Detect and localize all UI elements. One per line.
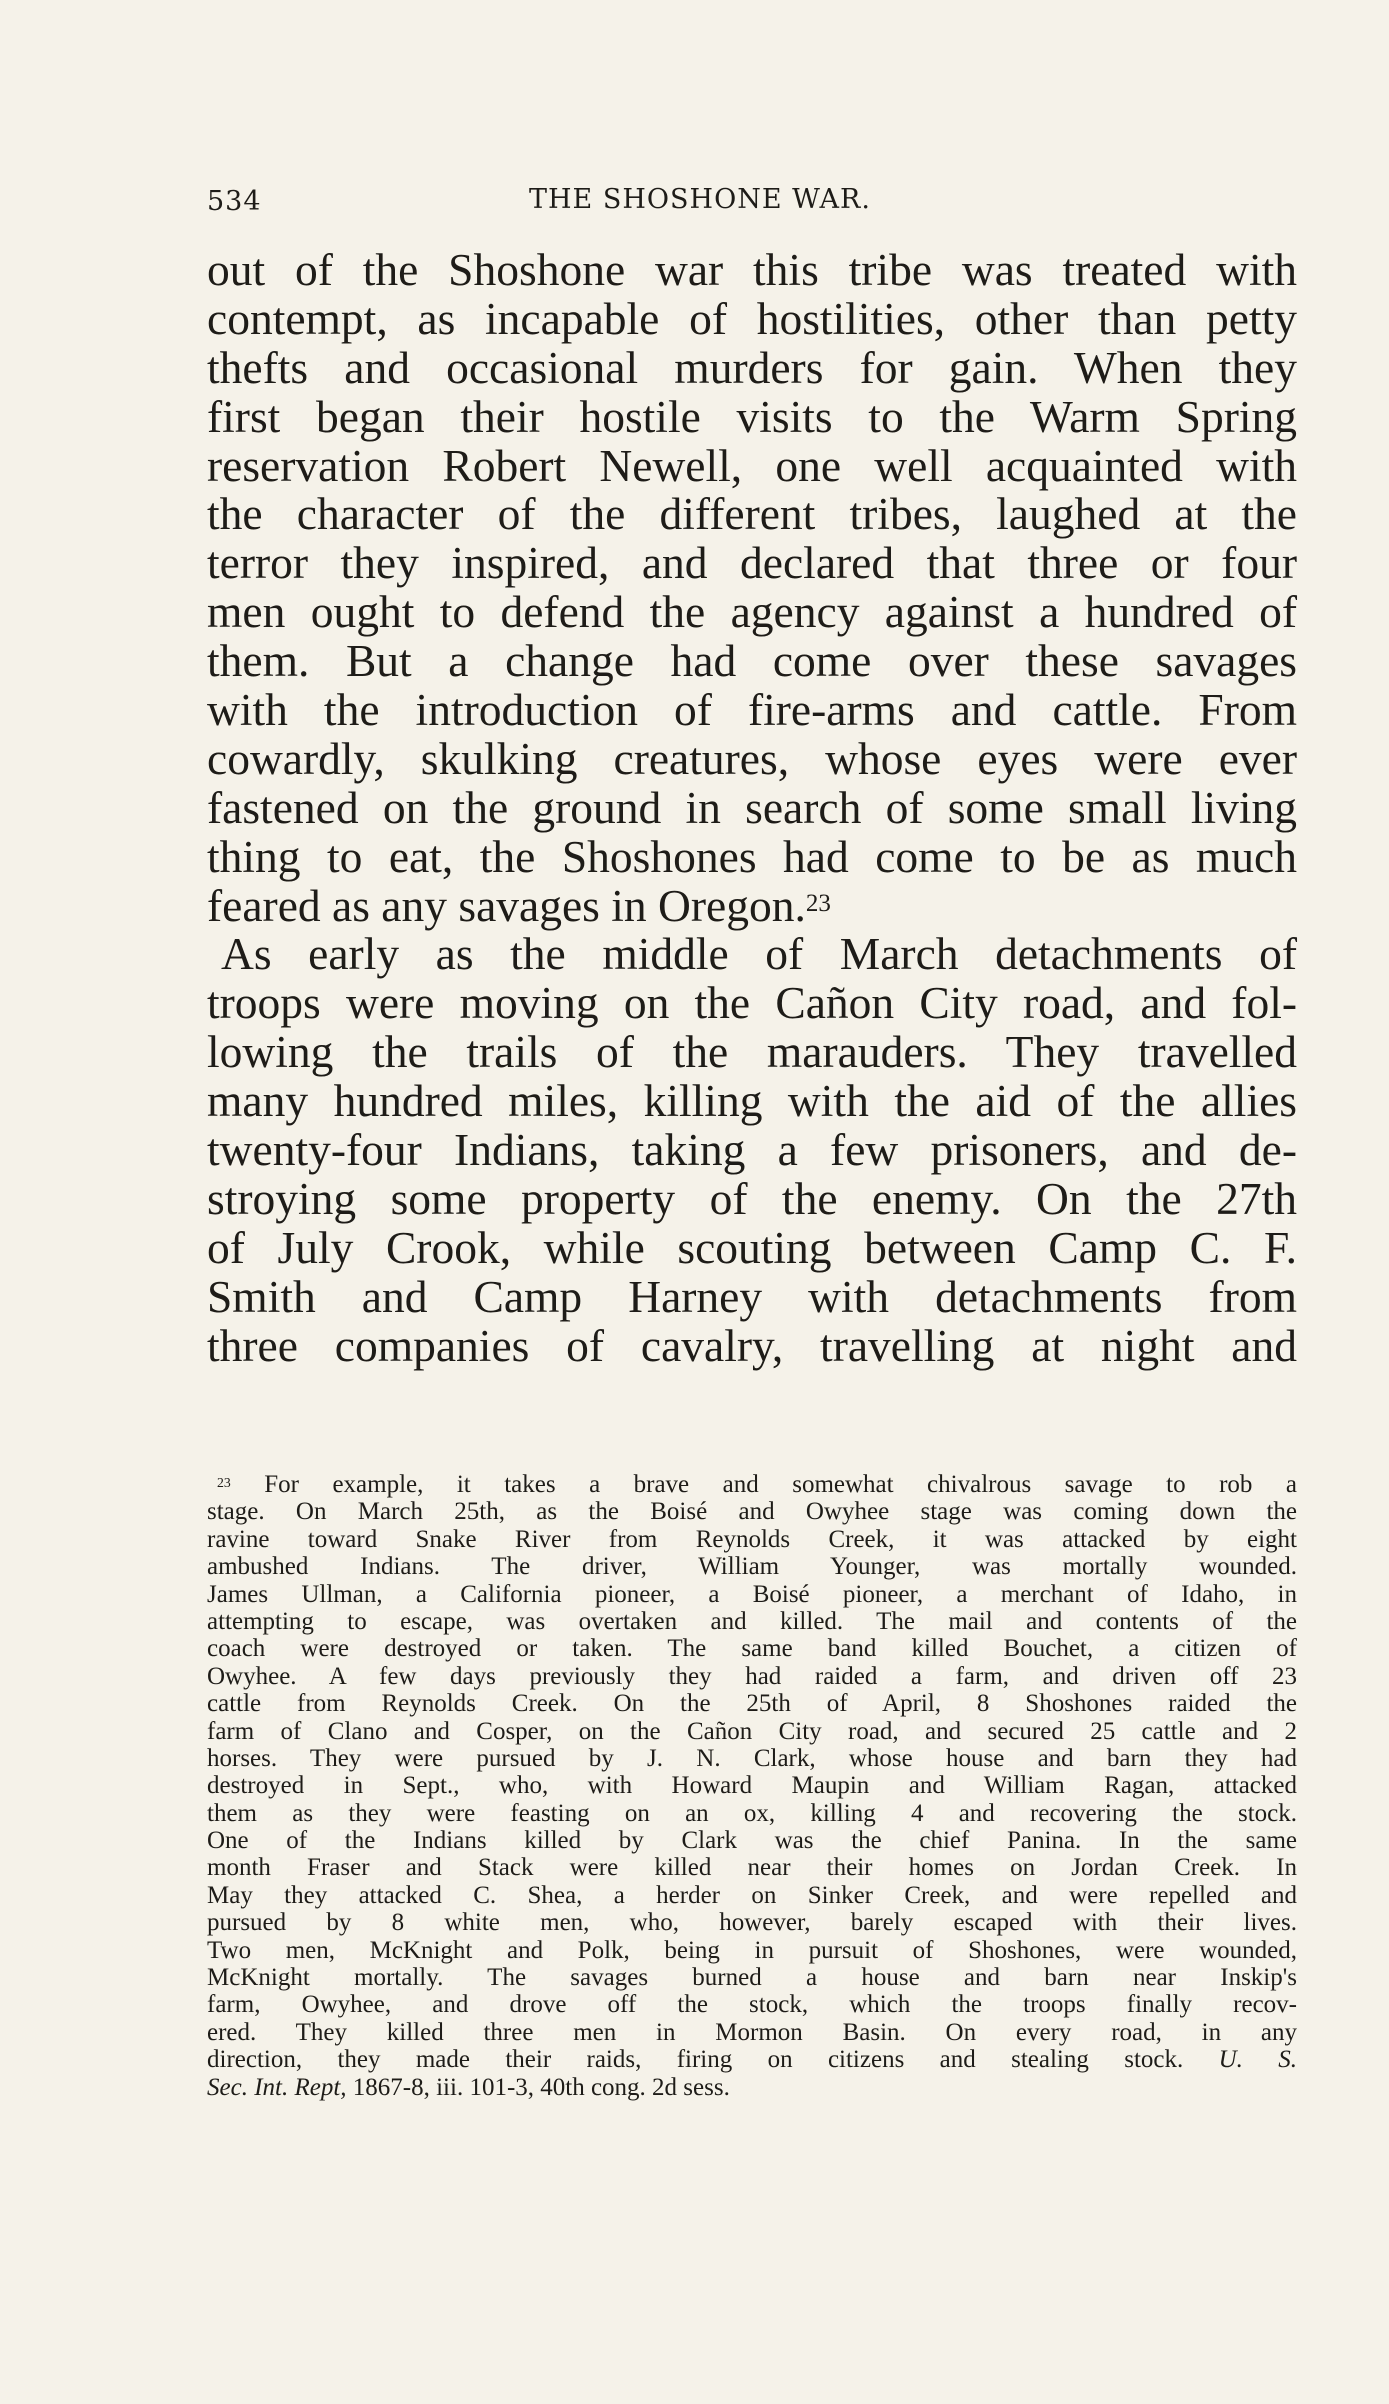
body-line: of July Crook, while scouting between Camp C. F.	[207, 1221, 1297, 1273]
citation-details: 1867-8, iii. 101-3, 40th cong. 2d sess.	[346, 2073, 730, 2101]
citation-source: U. S.	[1218, 2046, 1297, 2074]
body-line: cowardly, skulking creatures, whose eyes were ever	[207, 732, 1297, 784]
footnote-line: ravine toward Snake River from Reynolds Creek, it was attacked by eight	[207, 1525, 1297, 1553]
body-line: twenty-four Indians, taking a few prisoners, and de-	[207, 1124, 1297, 1176]
body-line: lowing the trails of the marauders. They travelled	[207, 1026, 1297, 1078]
footnote-line: stage. On March 25th, as the Boisé and Owyhee stage was coming down the	[207, 1498, 1297, 1526]
body-line: three companies of cavalry, travelling at night and	[207, 1319, 1297, 1371]
body-line: contempt, as incapable of hostilities, other than petty	[207, 292, 1297, 344]
footnote	[207, 1471, 1297, 2101]
body-line: them. But a change had come over these savages	[207, 635, 1297, 687]
footnote-line: James Ullman, a California pioneer, a Boisé pioneer, a merchant of Idaho, in	[207, 1580, 1297, 1608]
footnote-line: One of the Indians killed by Clark was the chief Panina. In the same	[207, 1827, 1297, 1855]
footnote-line: farm of Clano and Cosper, on the Cañon City road, and secured 25 cattle and 2	[207, 1717, 1297, 1745]
body-line-text: feared as any savages in Oregon.	[207, 879, 806, 931]
running-head	[207, 180, 1307, 224]
footnote-line: cattle from Reynolds Creek. On the 25th of April, 8 Shoshones raided the	[207, 1690, 1297, 1718]
body-line: with the introduction of fire-arms and cattle. From	[207, 684, 1297, 736]
body-line: men ought to defend the agency against a hundred of	[207, 586, 1297, 638]
footnote-line: Owyhee. A few days previously they had raided a farm, and driven off 23	[207, 1662, 1297, 1690]
body-line: reservation Robert Newell, one well acquainted with	[207, 439, 1297, 491]
body-line: Smith and Camp Harney with detachments from	[207, 1270, 1297, 1322]
body-line: many hundred miles, killing with the aid of the allies	[207, 1075, 1297, 1127]
footnote-line-text: direction, they made their raids, firing on citizens and stealing stock.	[207, 2046, 1184, 2074]
footnote-first-line	[207, 1471, 1297, 1498]
page-number: 534	[207, 186, 262, 217]
footnote-line: May they attacked C. Shea, a herder on Sinker Creek, and were repelled and	[207, 1881, 1297, 1909]
footnote-line: month Fraser and Stack were killed near their homes on Jordan Creek. In	[207, 1854, 1297, 1882]
footnote-line-text: For example, it takes a brave and somewhat chivalrous savage to rob a	[264, 1471, 1297, 1498]
footnote-reference: 23	[805, 889, 831, 917]
body-line: thefts and occasional murders for gain. When they	[207, 341, 1297, 393]
footnote-line: Two men, McKnight and Polk, being in pursuit of Shoshones, were wounded,	[207, 1936, 1297, 1964]
body-line: first began their hostile visits to the Warm Spring	[207, 390, 1297, 442]
body-line: out of the Shoshone war this tribe was treated with	[207, 244, 1297, 295]
body-line: thing to eat, the Shoshones had come to be as much	[207, 830, 1297, 882]
body-line: terror they inspired, and declared that three or four	[207, 537, 1297, 589]
body-text	[207, 246, 1297, 1370]
body-line: stroying some property of the enemy. On the 27th	[207, 1172, 1297, 1224]
footnote-line: attempting to escape, was overtaken and killed. The mail and contents of the	[207, 1607, 1297, 1635]
running-title: THE SHOSHONE WAR.	[529, 184, 871, 215]
footnote-line: ered. They killed three men in Mormon Basin. On every road, in any	[207, 2018, 1297, 2046]
footnote-line: coach were destroyed or taken. The same band killed Bouchet, a citizen of	[207, 1635, 1297, 1663]
paragraph-start-line: As early as the middle of March detachments of	[221, 928, 1297, 980]
citation-title: Sec. Int. Rept,	[207, 2073, 347, 2101]
footnote-line: McKnight mortally. The savages burned a house and barn near Inskip's	[207, 1964, 1297, 1992]
body-line: fastened on the ground in search of some small living	[207, 781, 1297, 833]
body-line: the character of the different tribes, laughed at the	[207, 488, 1297, 540]
citation-line	[207, 2074, 1297, 2101]
body-line-with-footnote-ref	[207, 879, 1297, 931]
footnote-line-with-citation	[207, 2046, 1297, 2073]
footnote-line: them as they were feasting on an ox, killing 4 and recovering the stock.	[207, 1799, 1297, 1827]
body-line: troops were moving on the Cañon City road, and fol-	[207, 977, 1297, 1029]
footnote-line: pursued by 8 white men, who, however, barely escaped with their lives.	[207, 1909, 1297, 1937]
footnote-line: ambushed Indians. The driver, William Younger, was mortally wounded.	[207, 1553, 1297, 1581]
footnote-line: horses. They were pursued by J. N. Clark, whose house and barn they had	[207, 1744, 1297, 1772]
footnote-line: farm, Owyhee, and drove off the stock, which the troops finally recov-	[207, 1991, 1297, 2019]
footnote-line: destroyed in Sept., who, with Howard Maupin and William Ragan, attacked	[207, 1772, 1297, 1800]
footnote-marker: 23	[217, 1475, 231, 1490]
